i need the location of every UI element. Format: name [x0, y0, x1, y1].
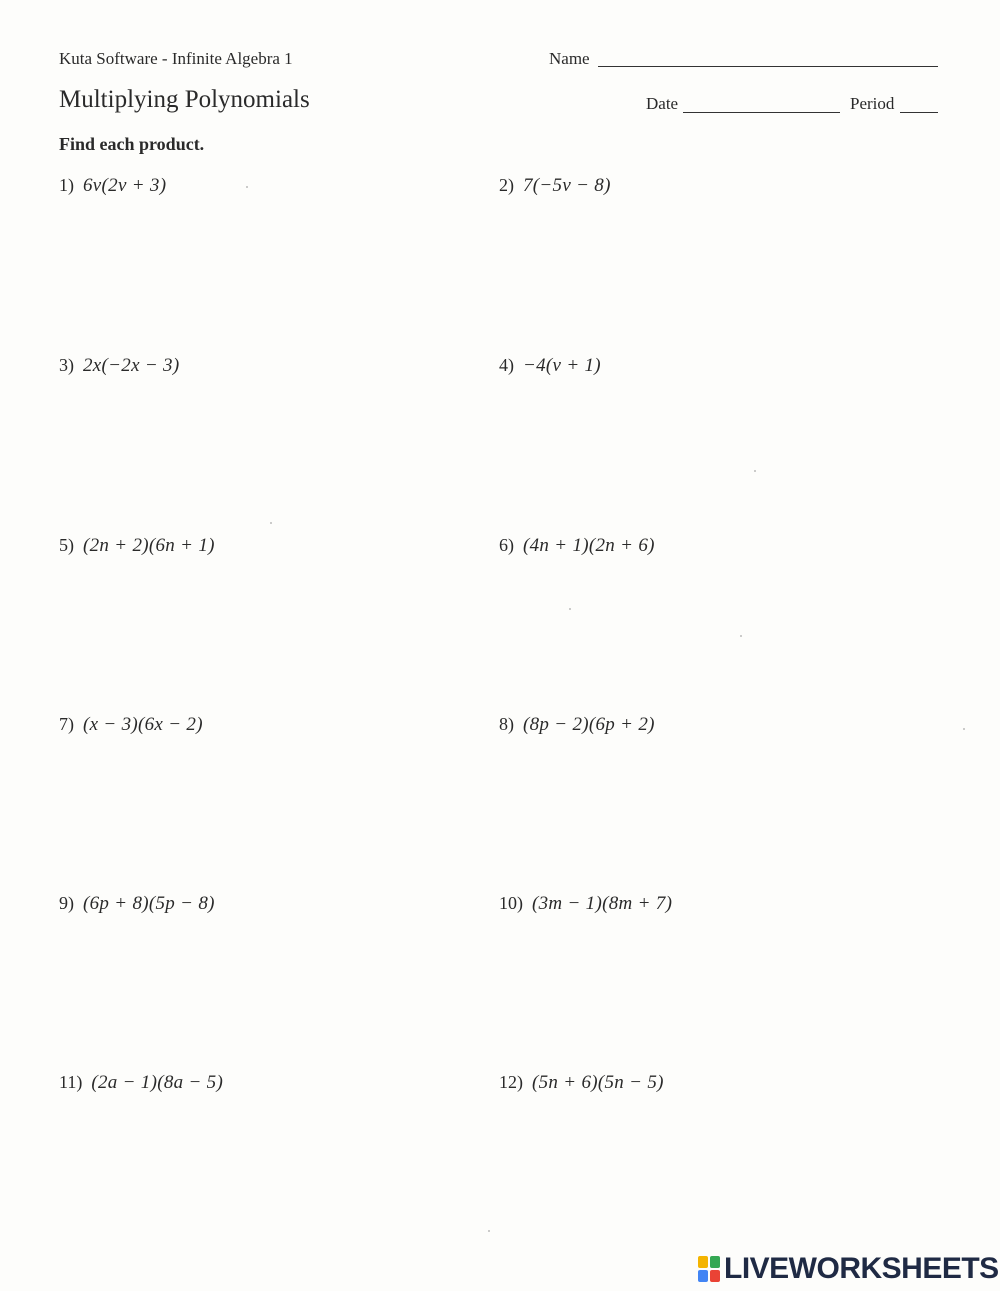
name-field-line[interactable] [598, 66, 938, 67]
scan-speck [488, 1230, 490, 1232]
date-label: Date [646, 94, 679, 113]
problem-expression: (x − 3)(6x − 2) [83, 714, 203, 735]
problem-expression: 7(−5v − 8) [523, 175, 611, 196]
logo-square-yellow [698, 1256, 708, 1268]
logo-square-blue [698, 1270, 708, 1282]
scan-speck [740, 635, 742, 637]
problem-number: 11) [59, 1072, 83, 1092]
scan-speck [754, 470, 756, 472]
problem-number: 4) [499, 355, 514, 375]
problem-number: 3) [59, 355, 74, 375]
problem-expression: (8p − 2)(6p + 2) [523, 714, 655, 735]
logo-square-red [710, 1270, 720, 1282]
problem-expression: (2a − 1)(8a − 5) [91, 1072, 224, 1093]
problem-7 [59, 714, 203, 736]
problem-11 [59, 1072, 223, 1094]
problem-4 [499, 355, 601, 377]
problem-number: 10) [499, 893, 523, 913]
problem-number: 5) [59, 535, 74, 555]
problem-5 [59, 535, 215, 557]
problem-expression: (3m − 1)(8m + 7) [532, 893, 673, 914]
problem-1 [59, 175, 166, 197]
problem-expression: (5n + 6)(5n − 5) [532, 1072, 664, 1093]
problem-number: 6) [499, 535, 514, 555]
problem-10 [499, 893, 672, 915]
problem-expression: (6p + 8)(5p − 8) [83, 893, 215, 914]
date-field-line[interactable] [683, 112, 840, 113]
problem-number: 1) [59, 175, 74, 195]
liveworksheets-logo-icon [698, 1256, 720, 1282]
problem-3 [59, 355, 179, 377]
problem-number: 2) [499, 175, 514, 195]
scan-speck [246, 186, 248, 188]
logo-square-green [710, 1256, 720, 1268]
problem-expression: (4n + 1)(2n + 6) [523, 535, 655, 556]
problem-6 [499, 535, 655, 557]
problem-number: 8) [499, 714, 514, 734]
scan-speck [270, 522, 272, 524]
problem-expression: (2n + 2)(6n + 1) [83, 535, 215, 556]
problem-12 [499, 1072, 664, 1094]
problem-9 [59, 893, 215, 915]
instructions: Find each product. [59, 134, 205, 154]
worksheet-title: Multiplying Polynomials [59, 86, 310, 113]
problem-2 [499, 175, 611, 197]
scan-speck [963, 728, 965, 730]
period-field-line[interactable] [900, 112, 938, 113]
period-label: Period [850, 94, 895, 113]
problem-number: 9) [59, 893, 74, 913]
problem-number: 7) [59, 714, 74, 734]
problem-expression: −4(v + 1) [523, 355, 601, 376]
watermark-text: LIVEWORKSHEETS [724, 1252, 999, 1285]
liveworksheets-watermark [698, 1252, 999, 1286]
scan-speck [569, 608, 571, 610]
name-label: Name [549, 49, 590, 68]
problem-number: 12) [499, 1072, 523, 1092]
problem-expression: 6v(2v + 3) [83, 175, 167, 196]
problem-expression: 2x(−2x − 3) [83, 355, 180, 376]
problem-8 [499, 714, 655, 736]
software-label: Kuta Software - Infinite Algebra 1 [59, 49, 293, 68]
